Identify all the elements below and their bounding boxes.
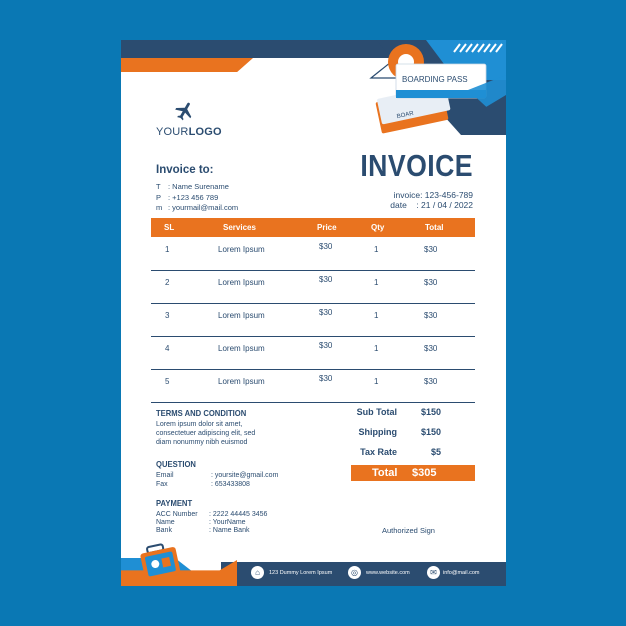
tax-label: Tax Rate — [360, 447, 397, 457]
invoice-page — [121, 40, 506, 586]
authorized-sign: Authorized Sign — [382, 526, 435, 535]
subtotal-value: $150 — [420, 407, 441, 417]
shipping-label: Shipping — [358, 427, 397, 437]
terms-heading: TERMS AND CONDITION — [156, 408, 247, 418]
mail-icon: ✉ — [427, 566, 440, 579]
company-logo: YOURLOGO — [156, 126, 222, 138]
question-heading: QUESTION — [156, 459, 196, 469]
col-qty: Qty — [371, 223, 385, 232]
header-band-orange — [121, 58, 253, 72]
table-row: 5 Lorem Ipsum $30 1 $30 — [151, 369, 475, 403]
ticket-label: BOARDING PASS — [402, 75, 468, 84]
col-price: Price — [317, 223, 337, 232]
payment-heading: PAYMENT — [156, 498, 193, 508]
payment-bank: : Name Bank — [209, 527, 250, 534]
invoice-title: INVOICE — [360, 148, 473, 183]
plane-icon — [174, 100, 196, 122]
footer-email: info@mail.com — [443, 570, 480, 576]
question-fax-label: Fax — [156, 481, 168, 488]
col-total: Total — [425, 223, 444, 232]
table-header — [151, 218, 475, 237]
boarding-pass-graphic — [356, 40, 506, 135]
question-email-label: Email — [156, 472, 174, 479]
contact-name: T : Name Surename — [156, 182, 229, 191]
invoice-to-heading: Invoice to: — [156, 164, 214, 176]
terms-text: Lorem ipsum dolor sit amet, consectetuer adipiscing elit, sed diam nonummy nibh euismod — [156, 421, 256, 446]
total-label: Total — [372, 467, 398, 479]
question-email: : yoursite@gmail.com — [211, 472, 279, 479]
table-row: 2 Lorem Ipsum $30 1 $30 — [151, 270, 475, 304]
question-fax: : 653433808 — [211, 481, 250, 488]
total-bar — [351, 465, 475, 481]
footer-website: www.website.com — [366, 570, 410, 576]
table-row: 1 Lorem Ipsum $30 1 $30 — [151, 237, 475, 271]
col-services: Services — [223, 223, 256, 232]
payment-acc-label: ACC Number — [156, 511, 198, 518]
invoice-date: date : 21 / 04 / 2022 — [390, 200, 473, 210]
table-row: 3 Lorem Ipsum $30 1 $30 — [151, 303, 475, 337]
col-sl: SL — [164, 223, 175, 232]
contact-phone: P : +123 456 789 — [156, 193, 219, 202]
payment-bank-label: Bank — [156, 527, 172, 534]
tax-value: $5 — [430, 447, 441, 457]
shipping-value: $150 — [420, 427, 441, 437]
payment-name: : YourName — [209, 519, 246, 526]
suitcase-icon — [137, 543, 183, 581]
total-value: $305 — [412, 467, 437, 479]
payment-acc: : 2222 44445 3456 — [209, 511, 268, 518]
subtotal-label: Sub Total — [356, 407, 397, 417]
home-icon: ⌂ — [251, 566, 264, 579]
footer-address: 123 Dummy Lorem Ipsum — [269, 570, 333, 576]
table-row: 4 Lorem Ipsum $30 1 $30 — [151, 336, 475, 370]
invoice-number: invoice: 123-456-789 — [393, 190, 473, 200]
contact-mail: m : yourmail@mail.com — [156, 203, 239, 212]
ticket2-label: BOAR — [396, 110, 415, 121]
globe-icon: ◎ — [348, 566, 361, 579]
payment-name-label: Name — [156, 519, 175, 526]
